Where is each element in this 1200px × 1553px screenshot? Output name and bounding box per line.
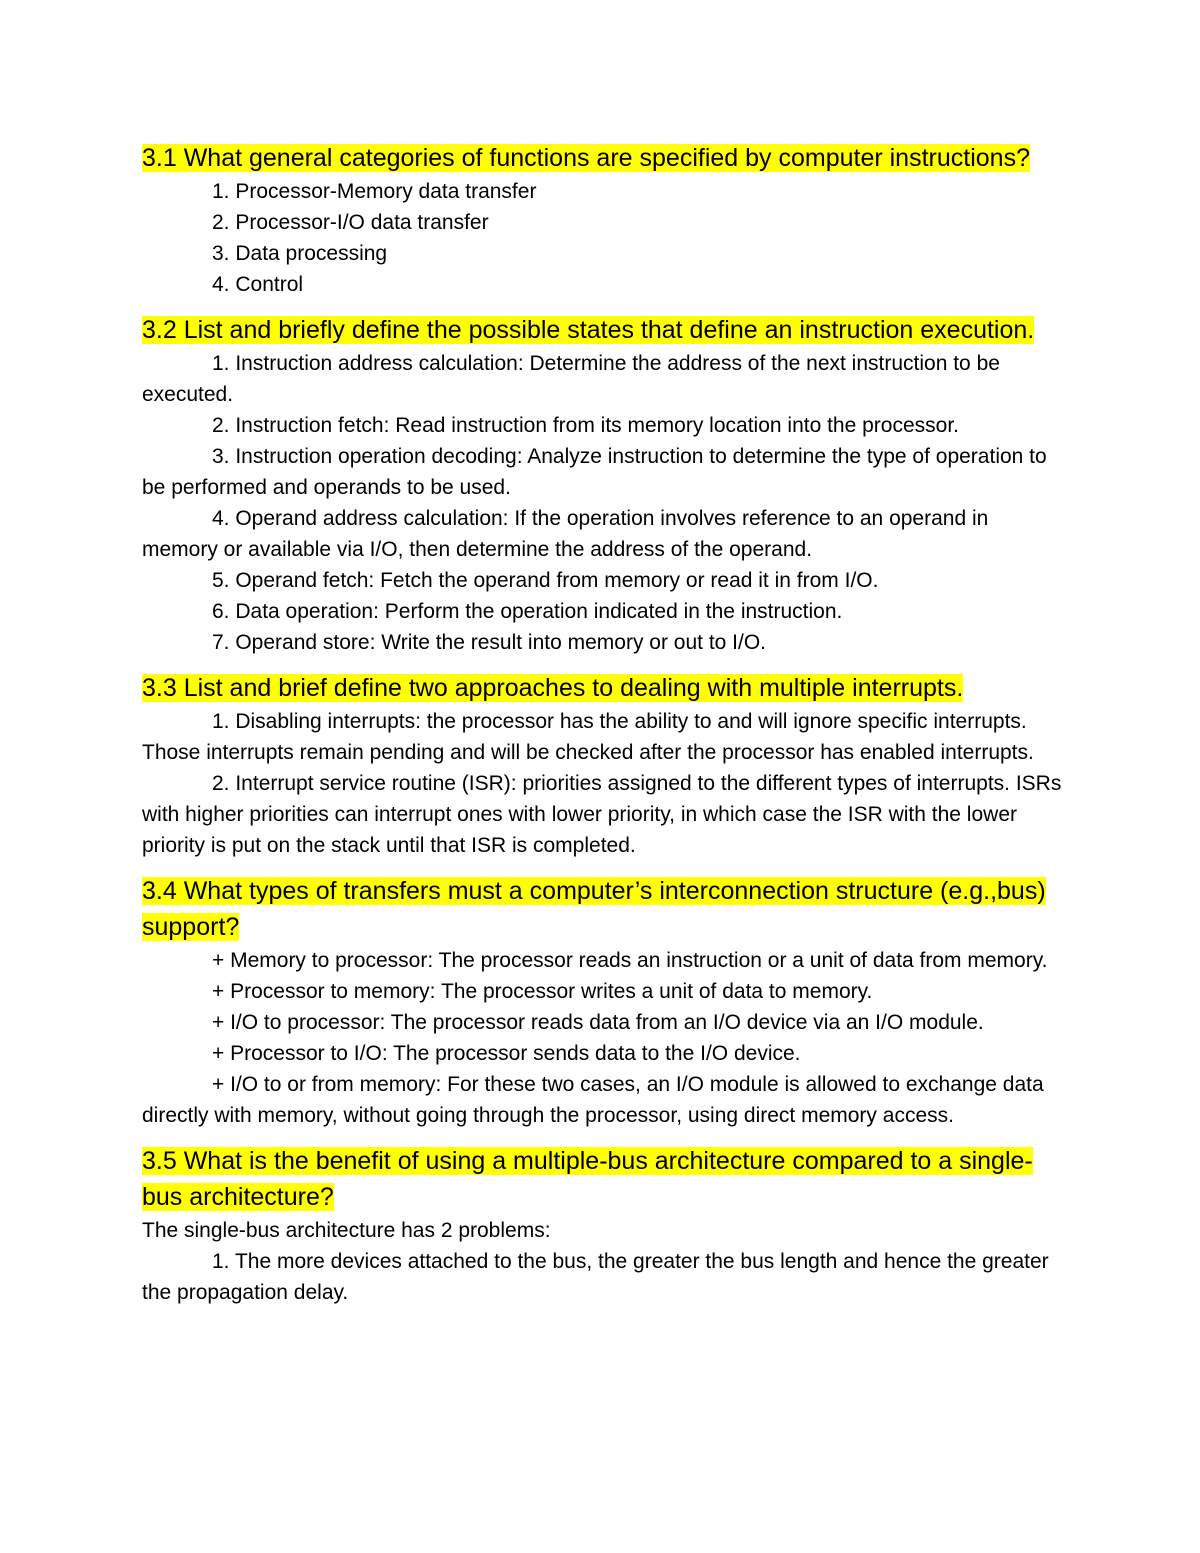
question-heading xyxy=(142,670,1062,706)
list-item: 3. Data processing xyxy=(212,242,388,265)
answer-list xyxy=(142,176,1062,300)
section-3-4 xyxy=(142,873,1062,1131)
question-heading xyxy=(142,312,1062,348)
answer-list xyxy=(142,706,1062,861)
list-item: 3. Instruction operation decoding: Analyze instruction to determine the type of operation to be performed and operands to be used. xyxy=(142,445,1047,499)
list-item: 4. Control xyxy=(212,273,304,296)
section-3-1 xyxy=(142,140,1062,300)
list-item: 4. Operand address calculation: If the operation involves reference to an operand in memory or available via I/O, then determine the address of the operand. xyxy=(142,507,989,561)
list-item: 2. Instruction fetch: Read instruction from its memory location into the processor. xyxy=(212,414,959,437)
list-item: + I/O to processor: The processor reads data from an I/O device via an I/O module. xyxy=(212,1011,984,1034)
answer-list xyxy=(142,1246,1062,1308)
list-item: 1. Disabling interrupts: the processor has the ability to and will ignore specific interrupts. Those interrupts remain pending and will be checked after the processor has enabled interrupts. xyxy=(142,710,1034,764)
list-item: 1. Instruction address calculation: Determine the address of the next instruction to be executed. xyxy=(142,352,1000,406)
list-item: 1. Processor-Memory data transfer xyxy=(212,180,537,203)
list-item: + Processor to I/O: The processor sends data to the I/O device. xyxy=(212,1042,801,1065)
list-item: 2. Processor-I/O data transfer xyxy=(212,211,489,234)
section-3-2 xyxy=(142,312,1062,658)
section-3-3 xyxy=(142,670,1062,861)
list-item: 1. The more devices attached to the bus, the greater the bus length and hence the greater the propagation delay. xyxy=(142,1250,1049,1304)
question-heading xyxy=(142,140,1062,176)
list-item: 2. Interrupt service routine (ISR): priorities assigned to the different types of interrupts. ISRs with higher priorities can interrupt ones with lower priority, in which case the ISR with the lower priority is put on the stack until that ISR is completed. xyxy=(142,772,1062,857)
list-item: 6. Data operation: Perform the operation indicated in the instruction. xyxy=(212,600,843,623)
list-item: 5. Operand fetch: Fetch the operand from memory or read it in from I/O. xyxy=(212,569,879,592)
answer-list xyxy=(142,945,1062,1131)
document-page xyxy=(142,140,1062,1308)
list-item: + Memory to processor: The processor reads an instruction or a unit of data from memory. xyxy=(212,949,1048,972)
list-item: + I/O to or from memory: For these two cases, an I/O module is allowed to exchange data directly with memory, without going through the processor, using direct memory access. xyxy=(142,1073,1044,1127)
list-item: + Processor to memory: The processor writes a unit of data to memory. xyxy=(212,980,873,1003)
question-highlight: 3.2 List and briefly define the possible states that define an instruction execution. xyxy=(142,316,1035,344)
list-item: 7. Operand store: Write the result into memory or out to I/O. xyxy=(212,631,767,654)
question-heading xyxy=(142,873,1062,945)
section-3-5 xyxy=(142,1143,1062,1308)
question-highlight: 3.1 What general categories of functions are specified by computer instructions? xyxy=(142,144,1030,172)
answer-list xyxy=(142,348,1062,658)
answer-intro: The single-bus architecture has 2 problems: xyxy=(142,1219,551,1242)
question-heading xyxy=(142,1143,1062,1215)
question-highlight: 3.3 List and brief define two approaches to dealing with multiple interrupts. xyxy=(142,674,964,702)
question-highlight: 3.4 What types of transfers must a computer’s interconnection structure (e.g.,bus) support? xyxy=(142,877,1046,941)
question-highlight: 3.5 What is the benefit of using a multiple-bus architecture compared to a single-bus architecture? xyxy=(142,1147,1033,1211)
